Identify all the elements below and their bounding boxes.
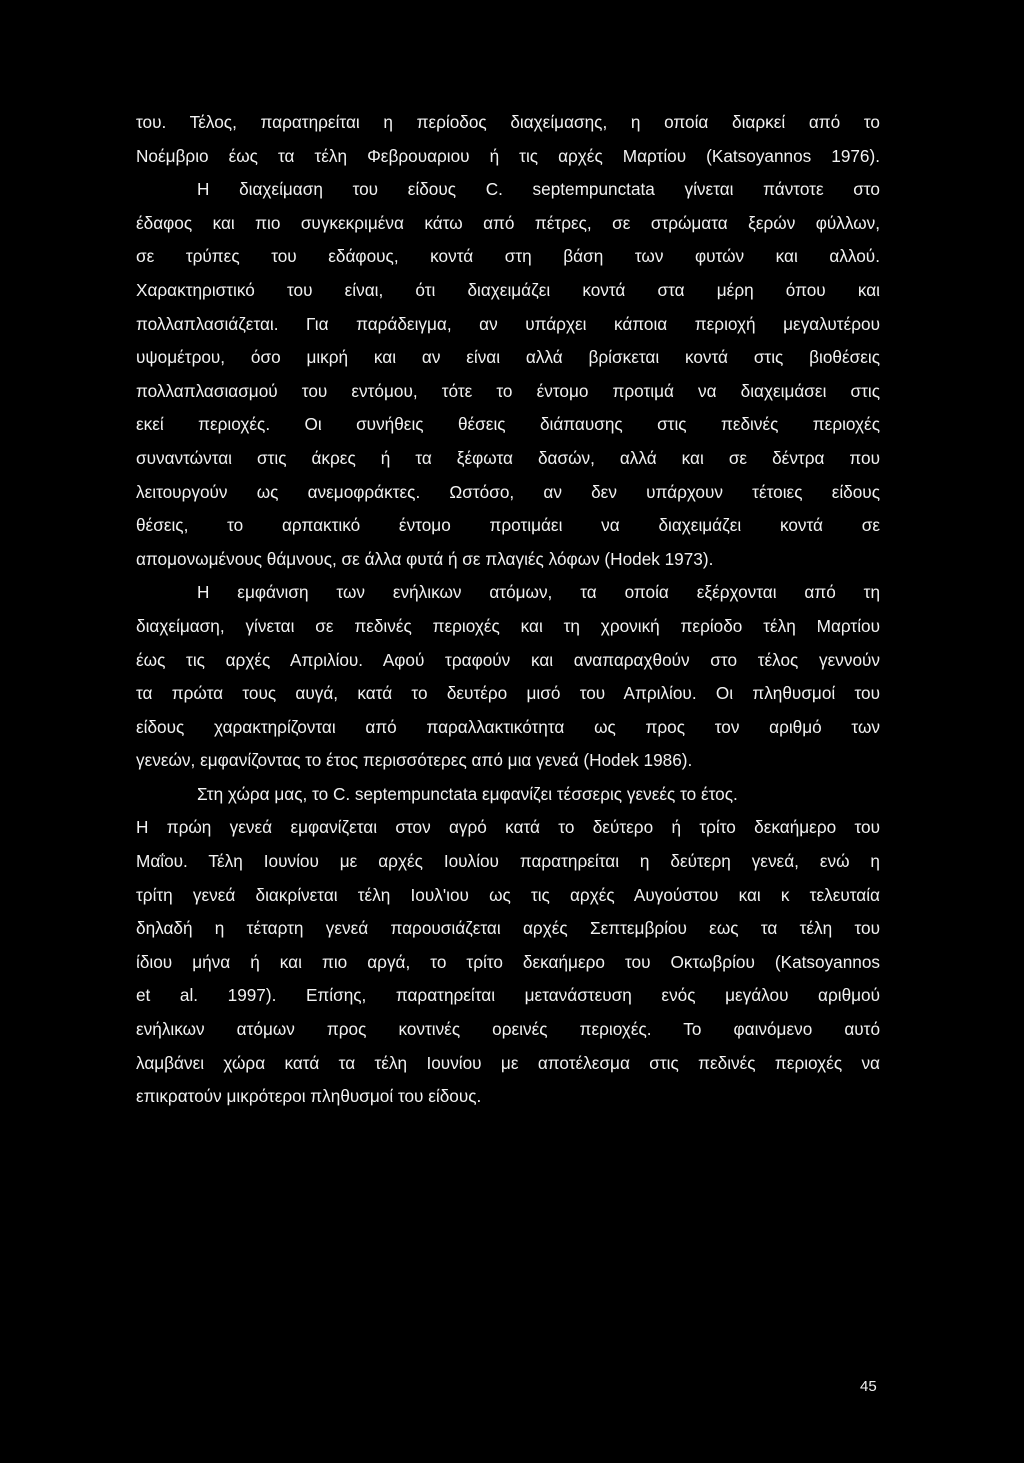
text-line: λαμβάνει χώρα κατά τα τέλη Ιουνίου με αποτέλεσμα στις πεδινές περιοχές να	[136, 1052, 880, 1073]
text-line: Η εμφάνιση των ενήλικων ατόμων, τα οποία εξέρχονται από τη	[197, 582, 880, 603]
body-text	[136, 106, 880, 1114]
text-line: πολλαπλασιάζεται. Για παράδειγμα, αν υπάρχει κάποια περιοχή μεγαλυτέρου	[136, 313, 880, 334]
text-line: υψομέτρου, όσο μικρή και αν είναι αλλά βρίσκεται κοντά στις βιοθέσεις	[136, 347, 880, 368]
text-line: γενεών, εμφανίζοντας το έτος περισσότερες από μια γενεά (Hodek 1986).	[136, 750, 693, 771]
text-line: Η διαχείμαση του είδους C. septempunctata γίνεται πάντοτε στο	[197, 179, 880, 200]
text-line: του. Τέλος, παρατηρείται η περίοδος διαχείμασης, η οποία διαρκεί από το	[136, 112, 880, 132]
text-line: et al. 1997). Επίσης, παρατηρείται μετανάστευση ενός μεγάλου αριθμού	[136, 985, 880, 1006]
text-line: Μαΐου. Τέλη Ιουνίου με αρχές Ιουλίου παρατηρείται η δεύτερη γενεά, ενώ η	[136, 851, 880, 872]
text-line: Στη χώρα μας, το C. septempunctata εμφανίζει τέσσερις γενεές το έτος.	[197, 783, 738, 804]
text-line: τα πρώτα τους αυγά, κατά το δευτέρο μισό του Απριλίου. Οι πληθυσμοί του	[136, 683, 880, 704]
text-line: Χαρακτηριστικό του είναι, ότι διαχειμάζει κοντά στα μέρη όπου και	[136, 279, 880, 300]
text-line: ίδιου μήνα ή και πιο αργά, το τρίτο δεκαήμερο του Οκτωβρίου (Katsoyannos	[136, 951, 880, 972]
text-line: εκεί περιοχές. Οι συνήθεις θέσεις διάπαυσης στις πεδινές περιοχές	[136, 414, 880, 435]
text-line: δηλαδή η τέταρτη γενεά παρουσιάζεται αρχές Σεπτεμβρίου εως τα τέλη του	[136, 918, 880, 939]
text-line: λειτουργούν ως ανεμοφράκτες. Ωστόσο, αν δεν υπάρχουν τέτοιες είδους	[136, 481, 880, 502]
text-line: συναντώνται στις άκρες ή τα ξέφωτα δασών, αλλά και σε δέντρα που	[136, 447, 880, 468]
text-line: απομονωμένους θάμνους, σε άλλα φυτά ή σε πλαγιές λόφων (Hodek 1973).	[136, 548, 714, 569]
text-line: θέσεις, το αρπακτικό έντομο προτιμάει να διαχειμάζει κοντά σε	[136, 515, 880, 536]
text-line: Νοέμβριο έως τα τέλη Φεβρουαριου ή τις αρχές Μαρτίου (Katsoyannos 1976).	[136, 145, 880, 166]
text-line: σε τρύπες του εδάφους, κοντά στη βάση των φυτών και αλλού.	[136, 246, 880, 267]
text-line: τρίτη γενεά διακρίνεται τέλη Ιουλ'ιου ως τις αρχές Αυγούστου και κ τελευταία	[136, 884, 880, 905]
text-line: διαχείμαση, γίνεται σε πεδινές περιοχές και τη χρονική περίοδο τέλη Μαρτίου	[136, 615, 880, 636]
text-line: είδους χαρακτηρίζονται από παραλλακτικότητα ως προς τον αριθμό των	[136, 716, 880, 737]
text-line: επικρατούν μικρότεροι πληθυσμοί του είδους.	[136, 1086, 482, 1107]
text-line: έδαφος και πιο συγκεκριμένα κάτω από πέτρες, σε στρώματα ξερών φύλλων,	[136, 212, 880, 233]
text-line: ενήλικων ατόμων προς κοντινές ορεινές περιοχές. Το φαινόμενο αυτό	[136, 1019, 880, 1040]
text-line: Η πρώη γενεά εμφανίζεται στον αγρό κατά το δεύτερο ή τρίτο δεκαήμερο του	[136, 817, 880, 838]
text-line: πολλαπλασιασμού του εντόμου, τότε το έντομο προτιμά να διαχειμάσει στις	[136, 380, 880, 401]
page-number: 45	[860, 1378, 877, 1395]
text-line: έως τις αρχές Απριλίου. Αφού τραφούν και αναπαραχθούν στο τέλος γεννούν	[136, 649, 880, 670]
